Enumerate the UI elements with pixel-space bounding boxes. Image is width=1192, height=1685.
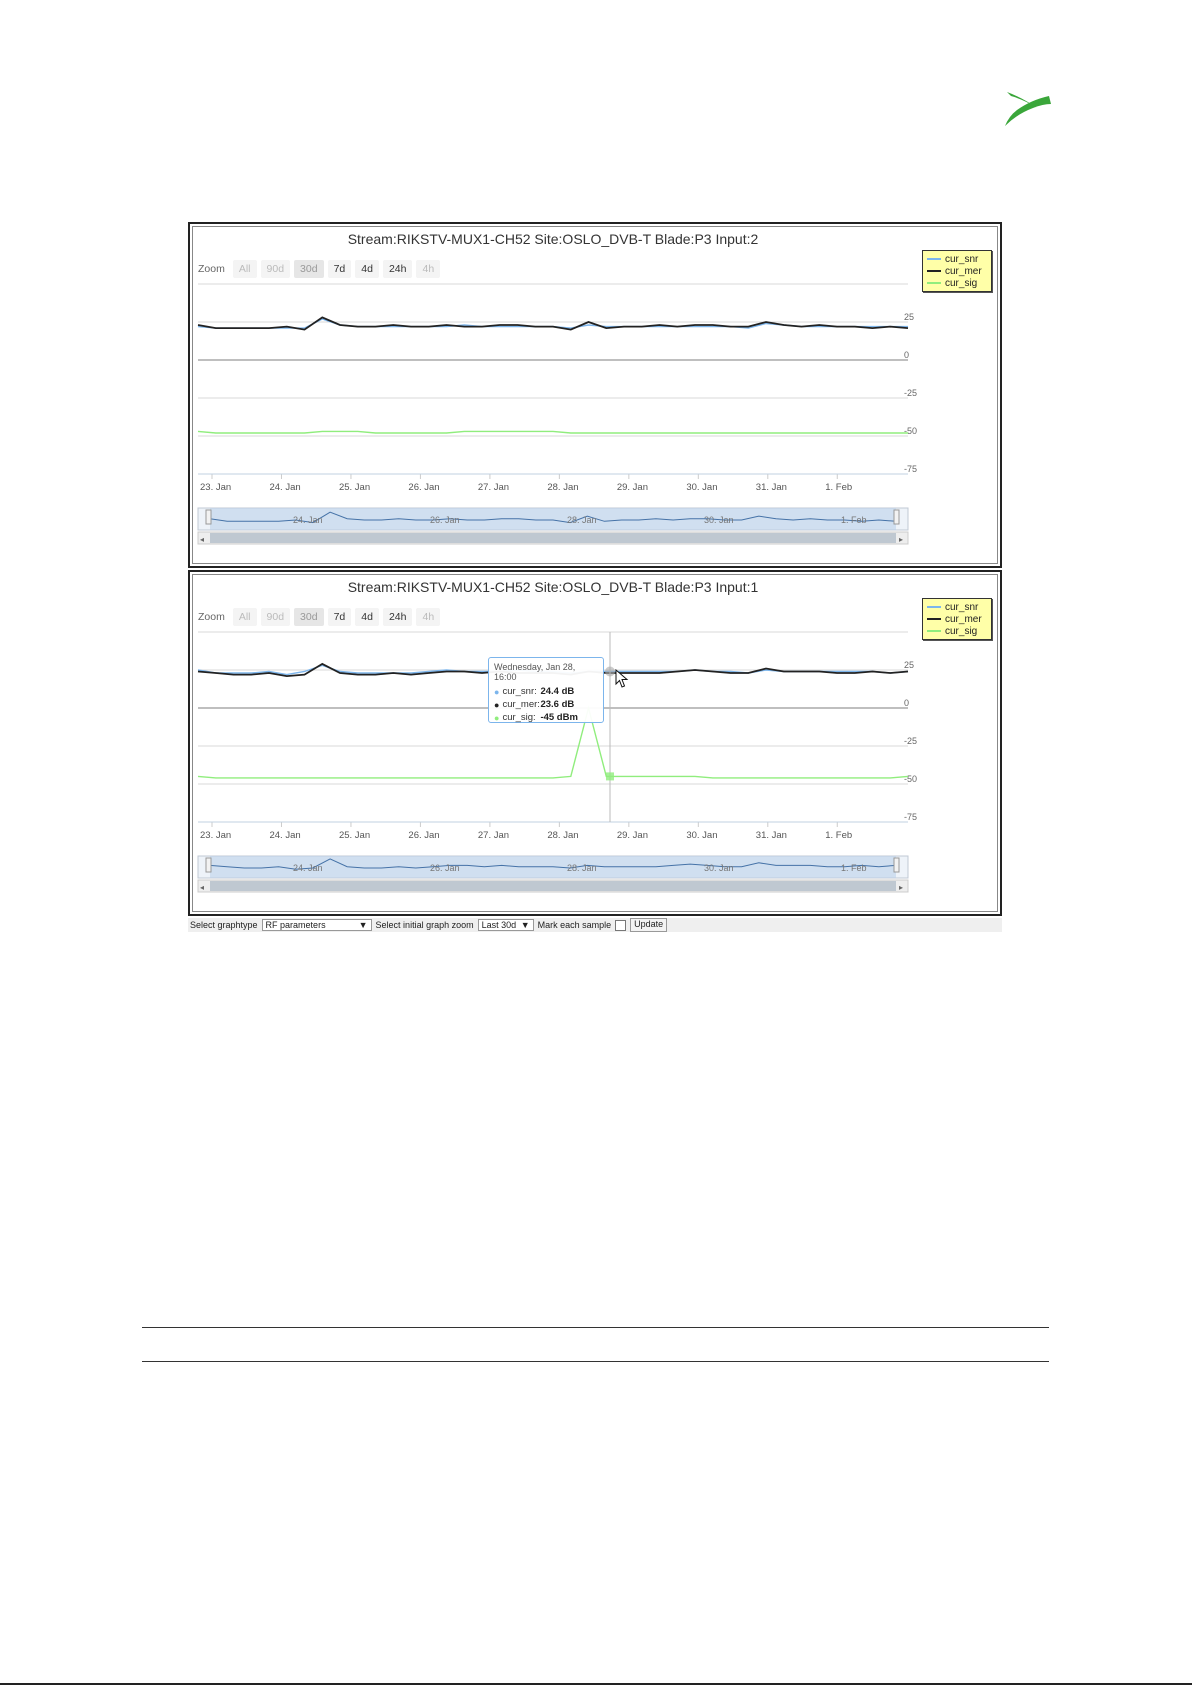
mark-sample-label: Mark each sample (537, 920, 612, 930)
zoom-4h-button[interactable]: 4h (416, 260, 440, 278)
chart-legend (922, 250, 992, 292)
highlight-marker (606, 772, 614, 780)
zoom-7d-button[interactable]: 7d (328, 260, 352, 278)
zoom-7d-button[interactable]: 7d (328, 608, 352, 626)
y-tick-label: 25 (904, 660, 915, 670)
navigator-label: 24. Jan (293, 515, 323, 525)
x-tick-label: 27. Jan (477, 482, 510, 493)
scrollbar-thumb (210, 881, 896, 891)
navigator-handle-left (206, 858, 211, 872)
legend-item-mer[interactable]: cur_mer (927, 613, 987, 625)
x-tick-label: 30. Jan (686, 830, 718, 841)
x-tick-label: 24. Jan (269, 482, 301, 493)
zoom-90d-button[interactable]: 90d (261, 608, 291, 626)
mark-sample-checkbox[interactable] (615, 920, 626, 931)
line-chart[interactable] (190, 224, 1000, 566)
x-tick-label: 26. Jan (408, 482, 440, 493)
line-chart[interactable] (190, 572, 1000, 914)
zoom-all-button[interactable]: All (233, 608, 257, 626)
y-tick-label: -50 (904, 426, 918, 436)
chart-title: Stream:RIKSTV-MUX1-CH52 Site:OSLO_DVB-T Blade:P3 Input:1 (347, 579, 759, 595)
zoom-24h-button[interactable]: 24h (383, 608, 413, 626)
x-tick-label: 31. Jan (755, 830, 787, 841)
legend-item-sig[interactable]: cur_sig (927, 625, 987, 637)
navigator-label: 26. Jan (430, 863, 460, 873)
x-tick-label: 30. Jan (686, 482, 718, 493)
divider (142, 1361, 1049, 1362)
zoom-90d-button[interactable]: 90d (261, 260, 291, 278)
x-tick-label: 1. Feb (825, 830, 853, 841)
y-tick-label: 0 (904, 698, 910, 708)
x-tick-label: 29. Jan (616, 830, 649, 841)
navigator-handle-left (206, 510, 211, 524)
navigator-label: 30. Jan (704, 515, 734, 525)
mouse-cursor-icon (615, 669, 629, 689)
navigator-label: 1. Feb (841, 863, 867, 873)
y-tick-label: -75 (904, 464, 918, 474)
legend-item-snr[interactable]: cur_snr (927, 253, 987, 265)
vendor-logo-icon (1003, 88, 1053, 128)
tooltip-row: ● cur_sig: -45 dBm (494, 712, 578, 723)
navigator-label: 28. Jan (567, 515, 597, 525)
y-tick-label: -25 (904, 388, 918, 398)
x-tick-label: 26. Jan (408, 830, 440, 841)
x-tick-label: 31. Jan (755, 482, 787, 493)
tooltip-row: ● cur_snr: 24.4 dB (494, 686, 575, 697)
zoom-30d-button[interactable]: 30d (294, 260, 324, 278)
zoom-all-button[interactable]: All (233, 260, 257, 278)
zoom-24h-button[interactable]: 24h (383, 260, 413, 278)
tooltip-row: ● cur_mer: 23.6 dB (494, 699, 575, 710)
y-tick-label: -50 (904, 774, 918, 784)
zoom-select-label: Select initial graph zoom (375, 920, 474, 930)
scrollbar-thumb (210, 533, 896, 543)
scroll-right-arrow-icon: ▸ (899, 883, 904, 892)
tooltip-header: Wednesday, Jan 28, 16:00 (494, 662, 576, 682)
zoom-label: Zoom (198, 611, 225, 623)
graphtype-label: Select graphtype (190, 920, 258, 930)
x-tick-label: 28. Jan (547, 830, 579, 841)
graphtype-select[interactable]: RF parameters ▼ (262, 919, 372, 931)
graph-controls-bar (188, 918, 1002, 932)
dropdown-arrow-icon: ▼ (520, 920, 530, 930)
x-tick-label: 29. Jan (616, 482, 649, 493)
x-tick-label: 1. Feb (825, 482, 853, 493)
highlight-marker (605, 667, 615, 677)
y-tick-label: 25 (904, 312, 915, 322)
x-tick-label: 23. Jan (200, 830, 232, 841)
navigator-label: 1. Feb (841, 515, 867, 525)
zoom-30d-button[interactable]: 30d (294, 608, 324, 626)
chart-panel-input-1 (188, 570, 1002, 916)
navigator-label: 30. Jan (704, 863, 734, 873)
x-tick-label: 24. Jan (269, 830, 301, 841)
chart-title: Stream:RIKSTV-MUX1-CH52 Site:OSLO_DVB-T Blade:P3 Input:2 (347, 231, 759, 247)
y-tick-label: 0 (904, 350, 910, 360)
x-tick-label: 28. Jan (547, 482, 579, 493)
navigator-label: 24. Jan (293, 863, 323, 873)
legend-item-mer[interactable]: cur_mer (927, 265, 987, 277)
dropdown-arrow-icon: ▼ (358, 920, 368, 930)
navigator-label: 26. Jan (430, 515, 460, 525)
series-line-cur_sig (198, 431, 908, 433)
y-tick-label: -25 (904, 736, 918, 746)
chart-panel-input-2 (188, 222, 1002, 568)
scroll-left-arrow-icon: ◂ (200, 535, 205, 544)
scroll-left-arrow-icon: ◂ (200, 883, 205, 892)
x-tick-label: 23. Jan (200, 482, 232, 493)
legend-item-sig[interactable]: cur_sig (927, 277, 987, 289)
x-tick-label: 25. Jan (338, 482, 371, 493)
legend-item-snr[interactable]: cur_snr (927, 601, 987, 613)
zoom-select[interactable]: Last 30d ▼ (478, 919, 534, 931)
scroll-right-arrow-icon: ▸ (899, 535, 904, 544)
zoom-4d-button[interactable]: 4d (355, 260, 379, 278)
zoom-4d-button[interactable]: 4d (355, 608, 379, 626)
chart-legend (922, 598, 992, 640)
zoom-label: Zoom (198, 263, 225, 275)
update-button[interactable]: Update (630, 918, 667, 932)
navigator-handle-right (894, 858, 899, 872)
x-tick-label: 25. Jan (338, 830, 371, 841)
x-tick-label: 27. Jan (477, 830, 510, 841)
y-tick-label: -75 (904, 812, 918, 822)
chart-tooltip (488, 657, 604, 723)
navigator-label: 28. Jan (567, 863, 597, 873)
navigator-handle-right (894, 510, 899, 524)
zoom-4h-button[interactable]: 4h (416, 608, 440, 626)
divider (142, 1327, 1049, 1328)
